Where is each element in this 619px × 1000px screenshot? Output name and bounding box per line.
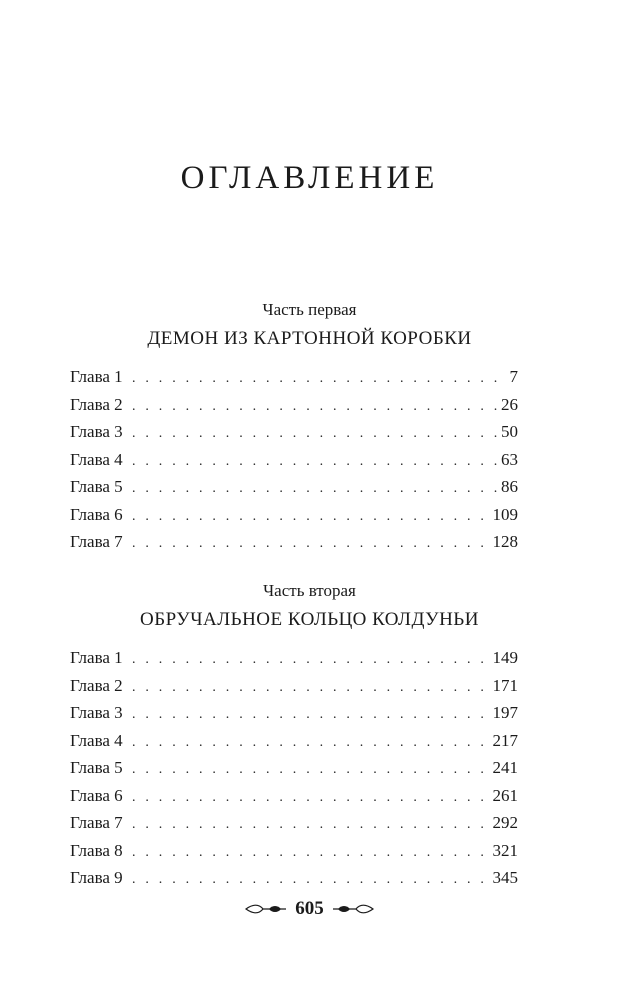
- chapter-page: 7: [509, 367, 518, 386]
- part-1-label: Часть первая: [262, 300, 357, 319]
- flourish-right-icon: [332, 902, 374, 916]
- dot-leader: [132, 509, 489, 525]
- chapter-name: Глава 3: [70, 703, 123, 722]
- dot-leader: [132, 845, 489, 861]
- chapter-page: 86: [501, 477, 518, 496]
- dot-leader: [132, 735, 489, 751]
- chapter-name: Глава 2: [70, 394, 123, 414]
- page-number: 605: [295, 898, 324, 919]
- dot-leader: [132, 481, 497, 497]
- chapter-page: 345: [492, 868, 518, 887]
- page-footer: [0, 898, 619, 920]
- chapter-name: Глава 3: [70, 422, 123, 441]
- chapter-page: 321: [492, 840, 518, 860]
- toc-entry[interactable]: [70, 676, 518, 704]
- toc-entry[interactable]: [70, 532, 518, 560]
- toc-entry[interactable]: [70, 786, 518, 814]
- chapter-page: 149: [492, 648, 518, 667]
- dot-leader: [132, 426, 497, 442]
- chapter-page: 292: [492, 813, 518, 832]
- dot-leader: [132, 790, 489, 806]
- toc-entry[interactable]: [70, 477, 518, 505]
- part-1-title: ДЕМОН ИЗ КАРТОННОЙ КОРОБКИ: [147, 328, 472, 349]
- toc-entry[interactable]: [70, 868, 518, 896]
- chapter-name: Глава 4: [70, 730, 123, 750]
- chapter-name: Глава 9: [70, 868, 123, 887]
- chapter-name: Глава 5: [70, 477, 123, 496]
- chapter-name: Глава 7: [70, 532, 123, 551]
- chapter-page: 197: [492, 703, 518, 722]
- dot-leader: [132, 536, 489, 552]
- toc-entry[interactable]: [70, 841, 518, 869]
- dot-leader: [132, 680, 489, 696]
- dot-leader: [132, 399, 497, 415]
- toc-entry[interactable]: [70, 367, 518, 395]
- chapter-page: 26: [501, 394, 518, 414]
- chapter-name: Глава 6: [70, 785, 123, 805]
- dot-leader: [132, 652, 489, 668]
- toc-entry[interactable]: [70, 395, 518, 423]
- chapter-page: 217: [492, 730, 518, 750]
- flourish-left-icon: [245, 902, 287, 916]
- dot-leader: [132, 371, 506, 387]
- chapter-name: Глава 6: [70, 504, 123, 524]
- chapter-name: Глава 4: [70, 449, 123, 469]
- chapter-name: Глава 7: [70, 813, 123, 832]
- part-2-title: ОБРУЧАЛЬНОЕ КОЛЬЦО КОЛДУНЬИ: [140, 609, 479, 630]
- chapter-name: Глава 8: [70, 840, 123, 860]
- dot-leader: [132, 454, 497, 470]
- toc-entry[interactable]: [70, 648, 518, 676]
- dot-leader: [132, 762, 489, 778]
- page-title: ОГЛАВЛЕНИЕ: [180, 160, 439, 196]
- part-2-label: Часть вторая: [263, 581, 356, 600]
- toc-entry[interactable]: [70, 422, 518, 450]
- toc-list-part-1: [70, 367, 518, 560]
- toc-entry[interactable]: [70, 505, 518, 533]
- dot-leader: [132, 707, 489, 723]
- dot-leader: [132, 872, 489, 888]
- toc-entry[interactable]: [70, 450, 518, 478]
- chapter-name: Глава 5: [70, 758, 123, 777]
- toc-entry[interactable]: [70, 703, 518, 731]
- chapter-page: 128: [492, 532, 518, 551]
- chapter-page: 261: [492, 785, 518, 805]
- chapter-name: Глава 1: [70, 648, 123, 667]
- toc-list-part-2: [70, 648, 518, 896]
- chapter-name: Глава 1: [70, 367, 123, 386]
- toc-entry[interactable]: [70, 731, 518, 759]
- chapter-name: Глава 2: [70, 675, 123, 695]
- dot-leader: [132, 817, 489, 833]
- chapter-page: 171: [492, 675, 518, 695]
- toc-entry[interactable]: [70, 758, 518, 786]
- chapter-page: 241: [492, 758, 518, 777]
- chapter-page: 50: [501, 422, 518, 441]
- chapter-page: 63: [501, 449, 518, 469]
- toc-entry[interactable]: [70, 813, 518, 841]
- chapter-page: 109: [492, 504, 518, 524]
